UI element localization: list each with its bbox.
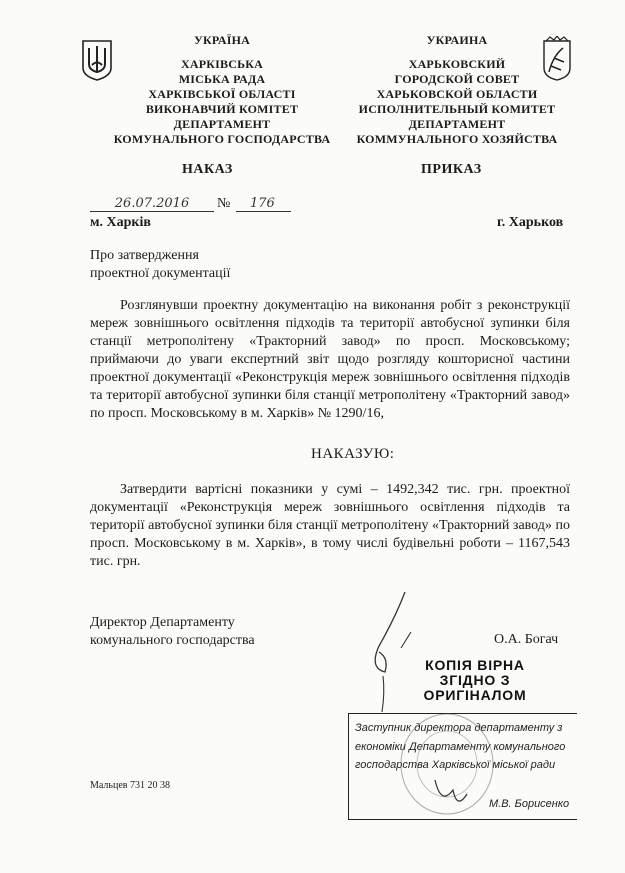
certifier-line: Заступник директора департаменту з [355, 722, 563, 734]
order-number-label: № [217, 196, 231, 211]
header-left-line: ДЕПАРТАМЕНТ [173, 117, 271, 131]
header-right-line: ГОРОДСКОЙ СОВЕТ [394, 72, 520, 86]
header-left-line: МІСЬКА РАДА [178, 72, 266, 86]
certifier-line: економіки Департаменту комунального [355, 741, 566, 753]
header-right-line: ХАРЬКОВСКОЙ ОБЛАСТИ [376, 87, 538, 101]
certifier-line: господарства Харківської міської ради [355, 759, 556, 771]
doc-type-ru: ПРИКАЗ [421, 162, 482, 177]
copy-stamp [420, 658, 530, 703]
header-right-line: ДЕПАРТАМЕНТ [408, 117, 506, 131]
header-left-line: ХАРКІВСЬКА [180, 57, 263, 71]
signer-name: О.А. Богач [494, 632, 559, 647]
subject [90, 247, 230, 283]
executor-contact: Мальцев 731 20 38 [90, 780, 170, 791]
copy-stamp-line: ЗГІДНО З [439, 672, 511, 688]
round-seal [397, 710, 497, 818]
copy-stamp-line: ОРИГІНАЛОМ [423, 687, 527, 703]
copy-stamp-line: КОПІЯ ВІРНА [425, 657, 525, 673]
decree-paragraph: Затвердити вартісні показники у сумі – 1492,342 тис. грн. проектної документації «Реконструкція мереж зовнішнього освітлення підходів та території автобусної зупинки біля станції метрополітену «Тракторний завод» по просп. Московському в м. Харків», в тому числі будівельні роботи – 1167,543 тис. грн. [90, 482, 570, 569]
order-date: 26.07.2016 [90, 196, 214, 212]
doc-type-ua: НАКАЗ [182, 162, 233, 177]
header-left-line: КОМУНАЛЬНОГО ГОСПОДАРСТВА [113, 132, 331, 146]
signer-position-line: Директор Департаменту [90, 615, 235, 630]
header-left-line: ВИКОНАВЧИЙ КОМІТЕТ [145, 102, 299, 116]
certifier-stamp [348, 713, 577, 820]
header-left-line: ХАРКІВСЬКОЇ ОБЛАСТІ [148, 87, 296, 101]
decree-word: НАКАЗУЮ: [311, 446, 395, 462]
header-right [332, 33, 582, 147]
handwritten-signature [355, 588, 415, 718]
preamble-paragraph: Розглянувши проектну документацію на виконання робіт з реконструкції мереж зовнішнього освітлення підходів та території автобусної зупинки біля станції метрополітену «Тракторний завод» по просп. Московському; приймаючи до уваги експертний звіт щодо розгляду кошторисної частини проектної документації «Реконструкція мереж зовнішнього освітлення підходів та території автобусної зупинки біля станції метрополітену «Тракторний завод» по просп. Московському в м. Харків» № 1290/16, [90, 298, 570, 421]
subject-line: Про затвердження [90, 248, 199, 263]
header-left [97, 33, 347, 147]
city-ua: м. Харків [90, 215, 151, 230]
signer-position [90, 614, 255, 650]
header-left-country: УКРАЇНА [193, 33, 251, 47]
subject-line: проектної документації [90, 266, 231, 281]
order-number: 176 [236, 196, 291, 212]
city-ru: г. Харьков [497, 215, 564, 230]
certifier-name: М.В. Борисенко [489, 798, 570, 810]
header-right-line: КОММУНАЛЬНОГО ХОЗЯЙСТВА [356, 132, 558, 146]
header-right-country: УКРАИНА [426, 33, 488, 47]
header-right-line: ИСПОЛНИТЕЛЬНЫЙ КОМИТЕТ [358, 102, 556, 116]
header-right-line: ХАРЬКОВСКИЙ [408, 57, 506, 71]
signer-position-line: комунального господарства [90, 633, 255, 648]
